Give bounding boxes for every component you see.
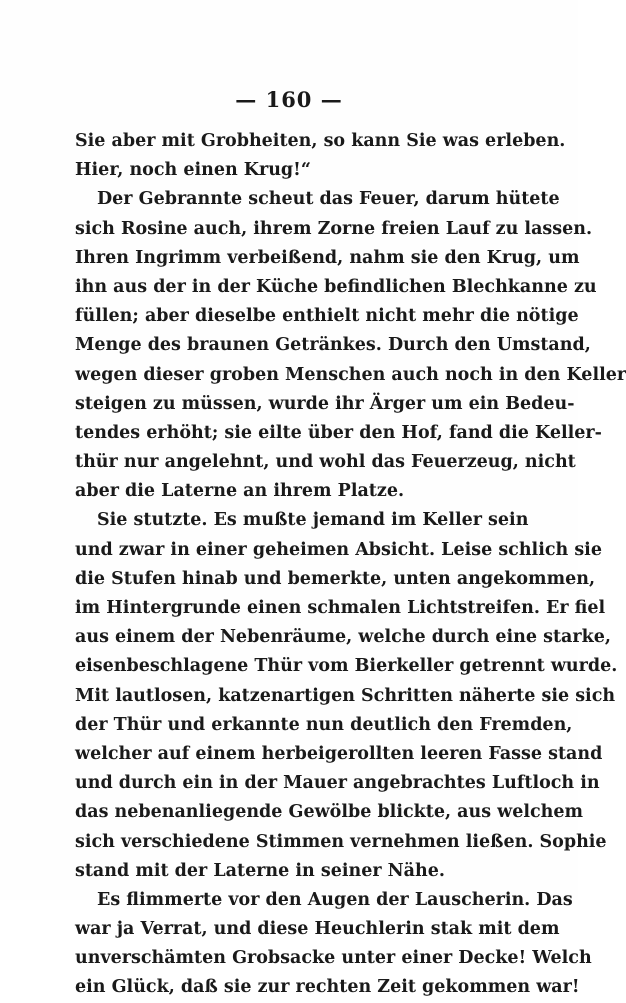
text-line: im Hintergrunde einen schmalen Lichtstreifen. Er fiel <box>75 598 606 618</box>
text-line: stand mit der Laterne in seiner Nähe. <box>75 860 445 881</box>
page-number: — 160 — <box>235 87 343 112</box>
text-line: unverschämten Grobsacke unter einer Decke! Welch <box>75 948 592 969</box>
text-line: und durch ein in der Mauer angebrachtes Luftloch in <box>75 773 600 794</box>
text-line: Es flimmerte vor den Augen der Lauscherin. Das <box>97 889 573 910</box>
body-text <box>75 127 626 1003</box>
text-line: die Stufen hinab und bemerkte, unten angekommen, <box>75 568 596 589</box>
text-line: das nebenanliegende Gewölbe blickte, aus welchem <box>75 802 584 823</box>
text-line: ihn aus der in der Küche befindlichen Blechkanne zu <box>75 276 597 297</box>
text-line: der Thür und erkannte nun deutlich den Fremden, <box>75 714 573 735</box>
text-line: war ja Verrat, und diese Heuchlerin stak mit dem <box>75 919 560 940</box>
text-line: steigen zu müssen, wurde ihr Ärger um ein Bedeu- <box>75 393 575 414</box>
text-line: Menge des braunen Getränkes. Durch den Umstand, <box>75 335 591 356</box>
text-line: Sie aber mit Grobheiten, so kann Sie was erleben. <box>75 131 566 151</box>
text-line: ein Glück, daß sie zur rechten Zeit gekommen war! <box>75 977 580 998</box>
text-line: aus einem der Nebenräume, welche durch eine starke, <box>75 627 611 648</box>
text-line: eisenbeschlagene Thür vom Bierkeller getrennt wurde. <box>75 656 618 677</box>
text-line: aber die Laterne an ihrem Platze. <box>75 481 405 502</box>
text-line: sich verschiedene Stimmen vernehmen ließen. Sophie <box>75 831 607 852</box>
text-line: füllen; aber dieselbe enthielt nicht mehr die nötige <box>75 306 579 327</box>
text-line: Mit lautlosen, katzenartigen Schritten näherte sie sich <box>75 685 616 706</box>
text-line: tendes erhöht; sie eilte über den Hof, fand die Keller- <box>75 422 602 443</box>
text-line: Hier, noch einen Krug!“ <box>75 160 311 181</box>
text-line: Sie stutzte. Es mußte jemand im Keller sein <box>97 510 529 531</box>
text-line: Der Gebrannte scheut das Feuer, darum hütete <box>97 189 560 210</box>
text-line: und zwar in einer geheimen Absicht. Leise schlich sie <box>75 539 602 560</box>
text-line: sich Rosine auch, ihrem Zorne freien Lauf zu lassen. <box>75 218 593 239</box>
text-line: thür nur angelehnt, und wohl das Feuerzeug, nicht <box>75 452 576 473</box>
text-line: Ihren Ingrimm verbeißend, nahm sie den Krug, um <box>75 247 580 268</box>
text-line: welcher auf einem herbeigerollten leeren Fasse stand <box>75 743 603 764</box>
text-line: wegen dieser groben Menschen auch noch in den Keller <box>75 364 626 385</box>
